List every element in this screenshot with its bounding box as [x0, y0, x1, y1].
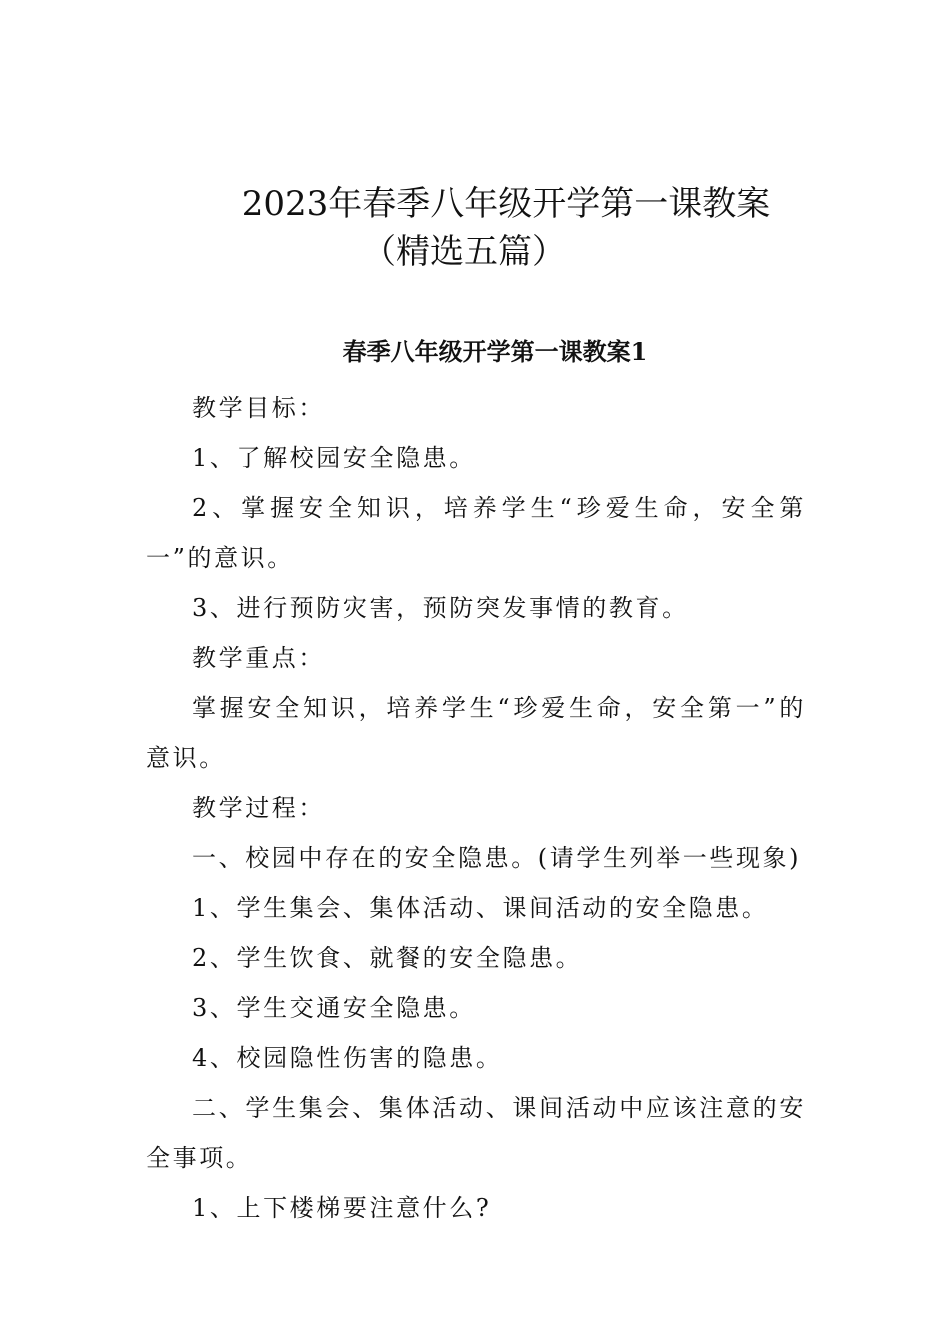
paragraph: 3、进行预防灾害，预防突发事情的教育。 — [192, 594, 689, 622]
paragraph: 教学目标： — [192, 394, 325, 422]
paragraph: 1、学生集会、集体活动、课间活动的安全隐患。 — [192, 894, 769, 922]
section-heading: 春季八年级开学第一课教案1 — [342, 337, 648, 366]
document-title: 2023年春季八年级开学第一课教案 — [241, 184, 771, 224]
paragraph: 3、学生交通安全隐患。 — [192, 994, 476, 1022]
document-body — [146, 383, 806, 1233]
paragraph: 一、校园中存在的安全隐患。(请学生列举一些现象) — [192, 844, 802, 872]
paragraph: 2、学生饮食、就餐的安全隐患。 — [192, 944, 583, 972]
paragraph: 1、了解校园安全隐患。 — [192, 444, 476, 472]
paragraph: 二、学生集会、集体活动、课间活动中应该注意的安全事项。 — [146, 1094, 806, 1172]
paragraph: 4、校园隐性伤害的隐患。 — [192, 1044, 503, 1072]
paragraph: 教学过程： — [192, 794, 325, 822]
paragraph: 1、上下楼梯要注意什么? — [192, 1194, 492, 1222]
paragraph: 2、掌握安全知识，培养学生“珍爱生命，安全第一”的意识。 — [146, 494, 806, 572]
paragraph: 掌握安全知识，培养学生“珍爱生命，安全第一”的意识。 — [146, 694, 806, 772]
document-title-subtitle: （精选五篇） — [362, 232, 566, 272]
paragraph: 教学重点： — [192, 644, 325, 672]
